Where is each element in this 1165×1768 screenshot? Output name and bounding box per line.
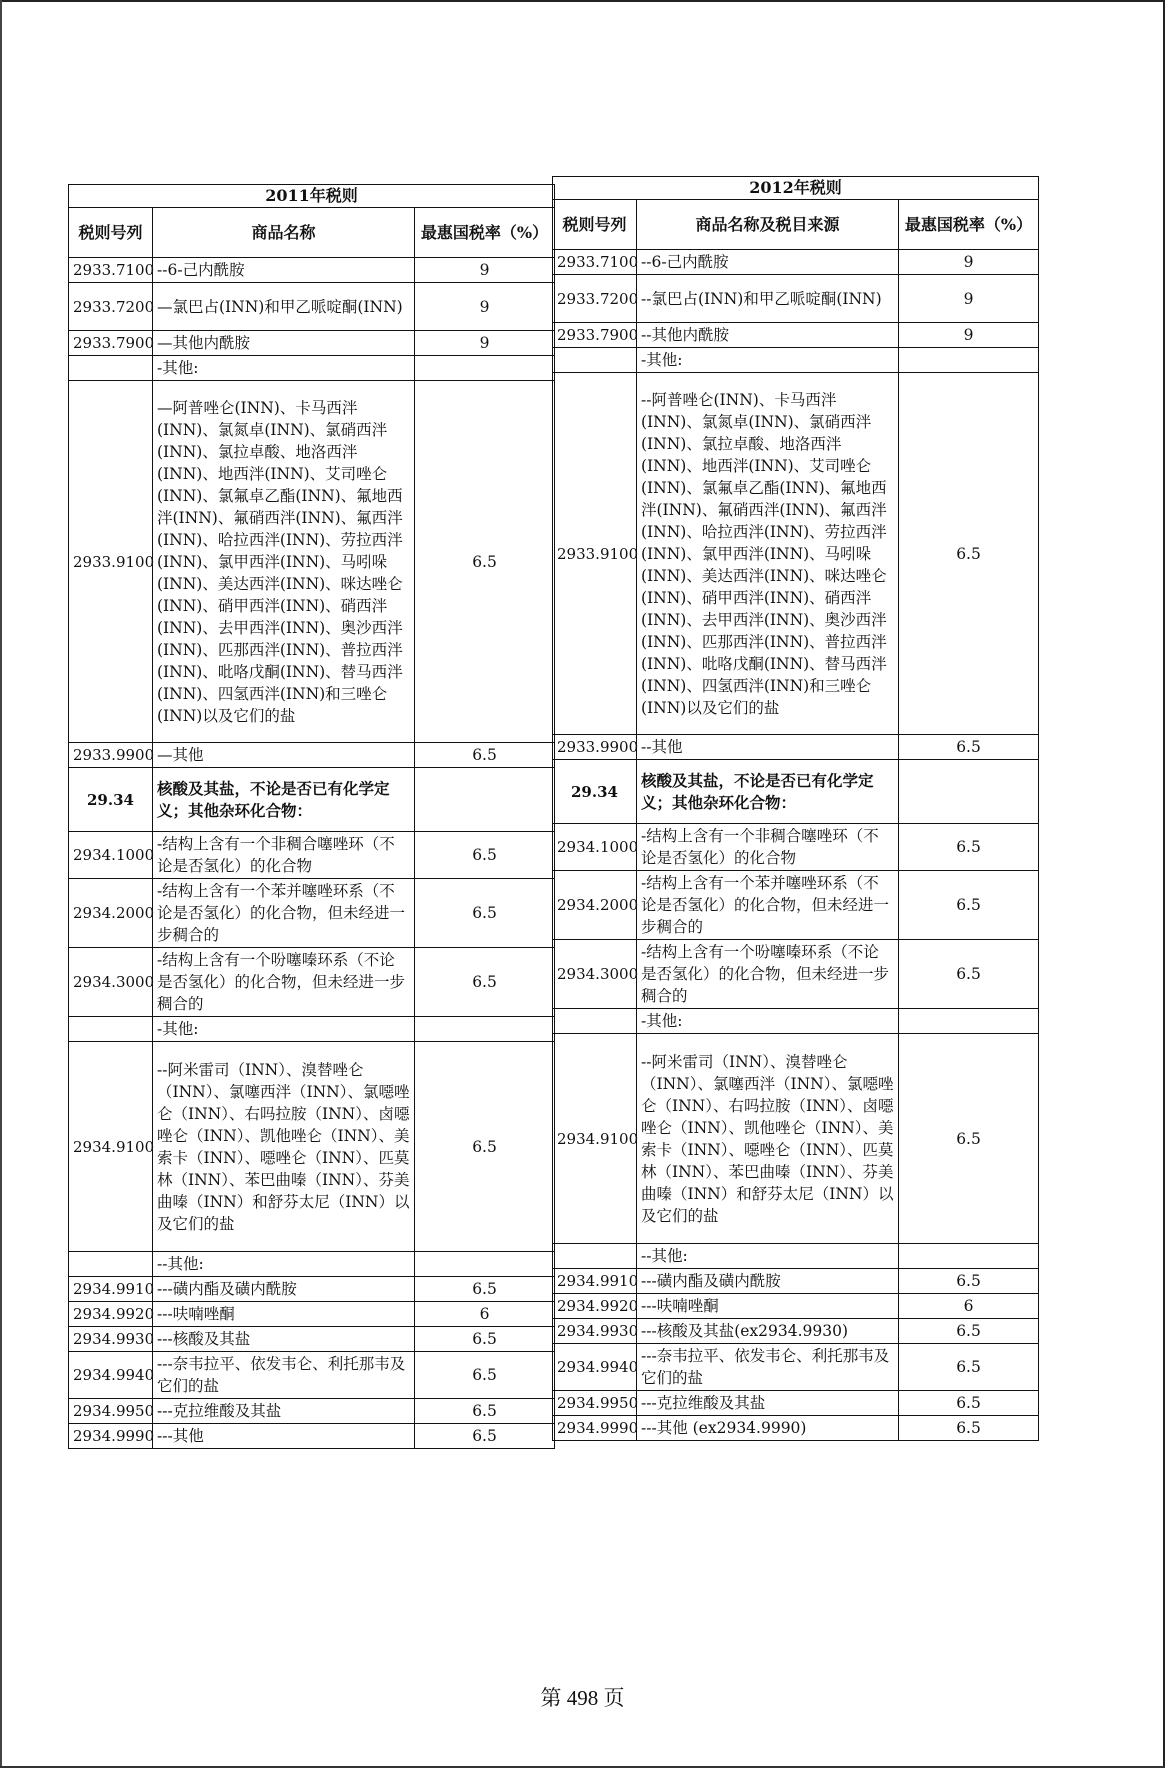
name-cell: --6-己内酰胺 xyxy=(153,258,415,283)
page-border-top xyxy=(0,0,1165,2)
code-cell: 2933.7900 xyxy=(553,323,637,348)
page-border-left xyxy=(0,0,2,1768)
rate-cell: 6.5 xyxy=(415,1424,555,1449)
rate-cell: 6.5 xyxy=(899,871,1039,940)
code-cell: 2933.7100 xyxy=(69,258,153,283)
code-cell: 2933.7900 xyxy=(69,331,153,356)
header-code: 税则号列 xyxy=(69,208,153,258)
table-row xyxy=(553,1294,1039,1319)
rate-cell: 6.5 xyxy=(415,832,555,879)
code-cell: 2933.7200 xyxy=(69,283,153,331)
rate-cell: 6.5 xyxy=(899,1391,1039,1416)
rate-cell: 6.5 xyxy=(415,1277,555,1302)
table-row xyxy=(69,1302,555,1327)
table-row xyxy=(69,879,555,948)
tariff-table-2012 xyxy=(552,176,1039,1441)
name-cell: —氯巴占(INN)和甲乙哌啶酮(INN) xyxy=(153,283,415,331)
name-cell: ---克拉维酸及其盐 xyxy=(637,1391,899,1416)
name-cell: —阿普唑仑(INN)、卡马西泮(INN)、氯氮卓(INN)、氯硝西泮(INN)、氯拉卓酸、地洛西泮(INN)、地西泮(INN)、艾司唑仑(INN)、氯氟卓乙酯(INN)、氟地西泮(INN)、氟硝西泮(INN)、氟西泮(INN)、哈拉西泮(INN)、劳拉西泮(INN)、氯甲西泮(INN)、马吲哚(INN)、美达西泮(INN)、咪达唑仑(INN)、硝甲西泮(INN)、硝西泮(INN)、去甲西泮(INN)、奥沙西泮(INN)、匹那西泮(INN)、普拉西泮(INN)、吡咯戊酮(INN)、替马西泮(INN)、四氢西泮(INN)和三唑仑(INN)以及它们的盐 xyxy=(153,381,415,743)
rate-cell xyxy=(899,1009,1039,1034)
code-cell: 2934.1000 xyxy=(69,832,153,879)
code-cell: 2934.9990 xyxy=(69,1424,153,1449)
rate-cell: 9 xyxy=(415,283,555,331)
name-cell: ---其他 (ex2934.9990) xyxy=(637,1416,899,1441)
rate-cell: 6.5 xyxy=(899,1034,1039,1244)
rate-cell: 6.5 xyxy=(415,1042,555,1252)
table-row xyxy=(553,1269,1039,1294)
header-name: 商品名称及税目来源 xyxy=(637,200,899,250)
name-cell: ---奈韦拉平、依发韦仑、利托那韦及它们的盐 xyxy=(153,1352,415,1399)
name-cell: -其他: xyxy=(637,348,899,373)
code-cell: 29.34 xyxy=(553,760,637,824)
code-cell: 2934.3000 xyxy=(69,948,153,1017)
code-cell: 2934.9100 xyxy=(553,1034,637,1244)
code-cell xyxy=(553,1009,637,1034)
name-cell: -其他: xyxy=(637,1009,899,1034)
table-row xyxy=(69,356,555,381)
table-row xyxy=(553,940,1039,1009)
table-row xyxy=(69,381,555,743)
table-row xyxy=(553,1319,1039,1344)
name-cell: --阿米雷司（INN）、溴替唑仑（INN）、氯噻西泮（INN）、氯噁唑仑（INN）、右吗拉胺（INN）、卤噁唑仑（INN）、凯他唑仑（INN）、美索卡（INN）、噁唑仑（INN）、匹莫林（INN）、苯巴曲嗪（INN）、芬美曲嗪（INN）和舒芬太尼（INN）以及它们的盐 xyxy=(637,1034,899,1244)
table-row xyxy=(69,1352,555,1399)
table-row xyxy=(69,743,555,768)
page-number: 第 498 页 xyxy=(540,1686,625,1710)
table-row xyxy=(553,1416,1039,1441)
name-cell: —其他内酰胺 xyxy=(153,331,415,356)
table-row xyxy=(553,373,1039,735)
rate-cell: 9 xyxy=(899,275,1039,323)
name-cell: 核酸及其盐，不论是否已有化学定义；其他杂环化合物： xyxy=(153,768,415,832)
name-cell: ---呋喃唑酮 xyxy=(637,1294,899,1319)
rate-cell: 9 xyxy=(415,331,555,356)
name-cell: --阿普唑仑(INN)、卡马西泮(INN)、氯氮卓(INN)、氯硝西泮(INN)、氯拉卓酸、地洛西泮(INN)、地西泮(INN)、艾司唑仑(INN)、氯氟卓乙酯(INN)、氟地西泮(INN)、氟硝西泮(INN)、氟西泮(INN)、哈拉西泮(INN)、劳拉西泮(INN)、氯甲西泮(INN)、马吲哚(INN)、美达西泮(INN)、咪达唑仑(INN)、硝甲西泮(INN)、硝西泮(INN)、去甲西泮(INN)、奥沙西泮(INN)、匹那西泮(INN)、普拉西泮(INN)、吡咯戊酮(INN)、替马西泮(INN)、四氢西泮(INN)和三唑仑(INN)以及它们的盐 xyxy=(637,373,899,735)
name-cell: ---核酸及其盐 xyxy=(153,1327,415,1352)
rate-cell: 9 xyxy=(415,258,555,283)
name-cell: --其他内酰胺 xyxy=(637,323,899,348)
table-row xyxy=(69,258,555,283)
rate-cell: 6 xyxy=(899,1294,1039,1319)
name-cell: 核酸及其盐，不论是否已有化学定义；其他杂环化合物： xyxy=(637,760,899,824)
code-cell: 2933.9900 xyxy=(553,735,637,760)
code-cell: 2934.9950 xyxy=(553,1391,637,1416)
code-cell: 2934.9930 xyxy=(553,1319,637,1344)
rate-cell: 6.5 xyxy=(415,948,555,1017)
code-cell: 2934.9930 xyxy=(69,1327,153,1352)
name-cell: ---核酸及其盐(ex2934.9930) xyxy=(637,1319,899,1344)
tariff-table-2011 xyxy=(68,184,555,1449)
rate-cell: 6.5 xyxy=(899,824,1039,871)
table-row xyxy=(553,323,1039,348)
rate-cell: 9 xyxy=(899,323,1039,348)
rate-cell: 6.5 xyxy=(415,1399,555,1424)
rate-cell: 6.5 xyxy=(899,940,1039,1009)
name-cell: -结构上含有一个非稠合噻唑环（不论是否氢化）的化合物 xyxy=(153,832,415,879)
name-cell: --阿米雷司（INN）、溴替唑仑（INN）、氯噻西泮（INN）、氯噁唑仑（INN）、右吗拉胺（INN）、卤噁唑仑（INN）、凯他唑仑（INN）、美索卡（INN）、噁唑仑（INN）、匹莫林（INN）、苯巴曲嗪（INN）、芬美曲嗪（INN）和舒芬太尼（INN）以及它们的盐 xyxy=(153,1042,415,1252)
table-row xyxy=(69,832,555,879)
rate-cell: 6.5 xyxy=(899,1416,1039,1441)
table-row xyxy=(553,871,1039,940)
name-cell: -结构上含有一个苯并噻唑环系（不论是否氢化）的化合物，但未经进一步稠合的 xyxy=(637,871,899,940)
code-cell xyxy=(553,1244,637,1269)
header-rate: 最惠国税率（%） xyxy=(415,208,555,258)
name-cell: -结构上含有一个苯并噻唑环系（不论是否氢化）的化合物，但未经进一步稠合的 xyxy=(153,879,415,948)
table-row xyxy=(553,735,1039,760)
name-cell: —其他 xyxy=(153,743,415,768)
code-cell: 2934.2000 xyxy=(69,879,153,948)
name-cell: -其他: xyxy=(153,1017,415,1042)
table-row xyxy=(553,250,1039,275)
table-row xyxy=(553,275,1039,323)
name-cell: --氯巴占(INN)和甲乙哌啶酮(INN) xyxy=(637,275,899,323)
table-row xyxy=(553,824,1039,871)
table-row xyxy=(69,768,555,832)
table-row xyxy=(69,1277,555,1302)
name-cell: ---呋喃唑酮 xyxy=(153,1302,415,1327)
rate-cell: 6.5 xyxy=(899,735,1039,760)
name-cell: -结构上含有一个吩噻嗪环系（不论是否氢化）的化合物，但未经进一步稠合的 xyxy=(153,948,415,1017)
table-row xyxy=(69,1327,555,1352)
rate-cell: 6 xyxy=(415,1302,555,1327)
header-code: 税则号列 xyxy=(553,200,637,250)
code-cell: 2934.3000 xyxy=(553,940,637,1009)
code-cell: 2934.9940 xyxy=(553,1344,637,1391)
code-cell: 29.34 xyxy=(69,768,153,832)
rate-cell: 6.5 xyxy=(899,373,1039,735)
code-cell xyxy=(69,1017,153,1042)
code-cell: 2933.9900 xyxy=(69,743,153,768)
name-cell: --其他: xyxy=(153,1252,415,1277)
rate-cell xyxy=(415,1252,555,1277)
table-row xyxy=(69,1424,555,1449)
year-title: 2011年税则 xyxy=(69,185,555,208)
rate-cell: 6.5 xyxy=(415,1352,555,1399)
rate-cell xyxy=(899,348,1039,373)
table-row xyxy=(69,1042,555,1252)
code-cell: 2933.9100 xyxy=(553,373,637,735)
rate-cell xyxy=(415,356,555,381)
name-cell: --其他: xyxy=(637,1244,899,1269)
rate-cell: 6.5 xyxy=(899,1269,1039,1294)
code-cell: 2934.9910 xyxy=(69,1277,153,1302)
table-row xyxy=(553,1391,1039,1416)
code-cell xyxy=(553,348,637,373)
name-cell: ---奈韦拉平、依发韦仑、利托那韦及它们的盐 xyxy=(637,1344,899,1391)
table-row xyxy=(69,1017,555,1042)
code-cell: 2934.9920 xyxy=(69,1302,153,1327)
table-row xyxy=(553,348,1039,373)
rate-cell xyxy=(899,760,1039,824)
table-row xyxy=(69,948,555,1017)
table-row xyxy=(69,1399,555,1424)
name-cell: ---克拉维酸及其盐 xyxy=(153,1399,415,1424)
code-cell xyxy=(69,356,153,381)
table-row xyxy=(69,1252,555,1277)
rate-cell: 6.5 xyxy=(899,1344,1039,1391)
code-cell: 2934.9940 xyxy=(69,1352,153,1399)
code-cell: 2934.2000 xyxy=(553,871,637,940)
code-cell: 2934.9920 xyxy=(553,1294,637,1319)
rate-cell xyxy=(415,1017,555,1042)
header-name: 商品名称 xyxy=(153,208,415,258)
code-cell: 2934.9950 xyxy=(69,1399,153,1424)
header-rate: 最惠国税率（%） xyxy=(899,200,1039,250)
table-row xyxy=(553,1244,1039,1269)
code-cell: 2933.7100 xyxy=(553,250,637,275)
rate-cell: 6.5 xyxy=(415,1327,555,1352)
code-cell: 2934.9100 xyxy=(69,1042,153,1252)
code-cell xyxy=(69,1252,153,1277)
name-cell: ---其他 xyxy=(153,1424,415,1449)
code-cell: 2934.1000 xyxy=(553,824,637,871)
name-cell: ---磺内酯及磺内酰胺 xyxy=(153,1277,415,1302)
rate-cell xyxy=(899,1244,1039,1269)
rate-cell xyxy=(415,768,555,832)
table-row xyxy=(553,1009,1039,1034)
table-body xyxy=(553,250,1039,1441)
name-cell: -其他: xyxy=(153,356,415,381)
table-row xyxy=(69,283,555,331)
rate-cell: 6.5 xyxy=(415,381,555,743)
rate-cell: 6.5 xyxy=(415,879,555,948)
rate-cell: 9 xyxy=(899,250,1039,275)
name-cell: -结构上含有一个非稠合噻唑环（不论是否氢化）的化合物 xyxy=(637,824,899,871)
table-row xyxy=(553,1344,1039,1391)
code-cell: 2933.7200 xyxy=(553,275,637,323)
code-cell: 2934.9910 xyxy=(553,1269,637,1294)
table-row xyxy=(69,331,555,356)
rate-cell: 6.5 xyxy=(899,1319,1039,1344)
table-body xyxy=(69,258,555,1449)
name-cell: ---磺内酯及磺内酰胺 xyxy=(637,1269,899,1294)
name-cell: -结构上含有一个吩噻嗪环系（不论是否氢化）的化合物，但未经进一步稠合的 xyxy=(637,940,899,1009)
code-cell: 2934.9990 xyxy=(553,1416,637,1441)
name-cell: --6-己内酰胺 xyxy=(637,250,899,275)
table-row xyxy=(553,760,1039,824)
year-title: 2012年税则 xyxy=(553,177,1039,200)
table-row xyxy=(553,1034,1039,1244)
name-cell: --其他 xyxy=(637,735,899,760)
code-cell: 2933.9100 xyxy=(69,381,153,743)
rate-cell: 6.5 xyxy=(415,743,555,768)
